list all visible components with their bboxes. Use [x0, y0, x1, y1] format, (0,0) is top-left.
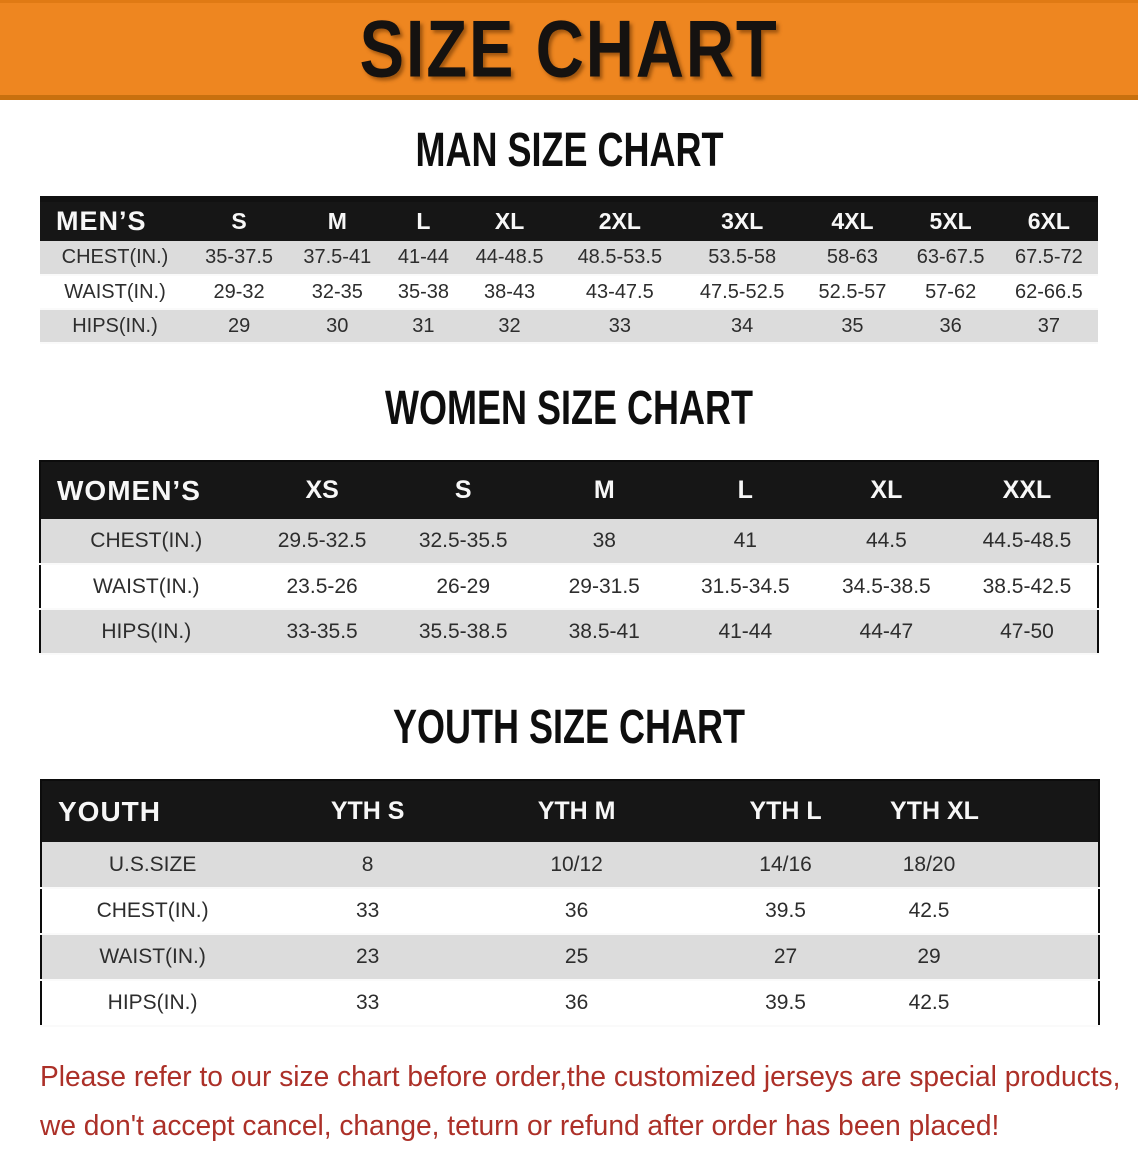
womens-size-table-value-cell: 32.5-35.5 — [418, 529, 508, 552]
womens-size-table-value-cell: 29.5-32.5 — [277, 529, 367, 552]
womens-size-table-value-cell: 44-47 — [859, 619, 914, 643]
mens-size-table-size-header-cell: L — [416, 208, 431, 234]
youth-size-table-value-cell: 39.5 — [765, 991, 806, 1014]
mens-size-table-value-cell: 47.5-52.5 — [699, 280, 785, 303]
womens-size-table-row — [40, 609, 1098, 654]
youth-size-table-value-cell: 33 — [355, 991, 380, 1014]
mens-size-table-value-cell: 36 — [939, 314, 962, 337]
womens-size-table-title-cell: WOMEN’S — [57, 474, 201, 506]
womens-size-table-size-header-cell: XL — [870, 476, 903, 504]
womens-size-table-row-label: WAIST(IN.) — [93, 574, 200, 598]
youth-size-table-value-cell: 33 — [355, 899, 380, 922]
mens-size-table-value-cell: 57-62 — [925, 280, 977, 303]
man-section-heading: MAN SIZE CHART — [414, 121, 723, 177]
mens-size-table-value-cell: 32-35 — [311, 280, 363, 303]
mens-size-table-value-cell: 32 — [498, 314, 521, 337]
youth-size-table-value-cell: 8 — [361, 852, 374, 876]
mens-size-table-value-cell: 53.5-58 — [708, 246, 777, 268]
youth-size-table-row — [41, 842, 1099, 888]
mens-size-table-value-cell: 34 — [731, 314, 754, 337]
womens-size-table-row — [40, 564, 1098, 609]
mens-size-table-row-label: WAIST(IN.) — [64, 280, 166, 303]
youth-size-table-row — [41, 888, 1099, 934]
womens-size-table-size-header-cell: XS — [305, 476, 339, 504]
youth-size-table-row-label: CHEST(IN.) — [96, 899, 209, 922]
womens-size-table-value-cell: 38.5-42.5 — [982, 574, 1072, 598]
youth-size-table-value-cell: 14/16 — [759, 852, 812, 876]
youth-size-table-row — [41, 934, 1099, 980]
womens-size-table-value-cell: 26-29 — [436, 574, 491, 598]
mens-size-table-body — [40, 241, 1098, 343]
youth-size-table-row-label: WAIST(IN.) — [99, 945, 206, 968]
women-size-section — [0, 379, 1138, 655]
womens-size-table-value-cell: 29-31.5 — [568, 574, 640, 598]
mens-size-table-row — [40, 241, 1098, 275]
mens-size-table-value-cell: 35 — [841, 314, 864, 337]
womens-size-table-value-cell: 31.5-34.5 — [700, 574, 790, 598]
youth-size-table-value-cell: 36 — [564, 899, 589, 922]
mens-size-table-value-cell: 29-32 — [213, 280, 265, 303]
youth-size-table-row-label: U.S.SIZE — [108, 852, 197, 876]
mens-size-table-value-cell: 31 — [412, 314, 435, 337]
womens-size-table-value-cell: 34.5-38.5 — [842, 574, 931, 598]
mens-size-table-header-row — [40, 199, 1098, 241]
women-section-heading: WOMEN SIZE CHART — [384, 379, 753, 435]
order-policy-note — [40, 1053, 1138, 1150]
womens-size-table-value-cell: 41 — [733, 529, 757, 552]
note-line: Please refer to our size chart before order,the customized jerseys are special products, — [40, 1061, 1121, 1093]
note-line: we don't accept cancel, change, teturn or refund after order has been placed! — [40, 1109, 1000, 1142]
mens-size-table-row — [40, 309, 1098, 343]
womens-size-table-size-header-cell: L — [737, 476, 753, 504]
youth-size-table — [40, 779, 1100, 1027]
mens-size-table-size-header-cell: 4XL — [831, 208, 874, 234]
youth-size-table-value-cell: 36 — [564, 991, 589, 1014]
mens-size-table-title-cell: MEN’S — [56, 206, 147, 236]
womens-size-table-value-cell: 23.5-26 — [286, 574, 358, 598]
youth-size-table-row — [41, 980, 1099, 1026]
size-chart-banner — [0, 0, 1138, 100]
youth-size-table-value-cell: 25 — [564, 945, 589, 968]
mens-size-table-size-header-cell: XL — [494, 208, 525, 234]
youth-size-table-row-label: HIPS(IN.) — [107, 991, 198, 1014]
mens-size-table-size-header-cell: 2XL — [598, 208, 641, 234]
youth-size-table-size-header-cell: YTH L — [749, 797, 822, 825]
banner-title: SIZE CHART — [359, 3, 779, 95]
mens-size-table-size-header-cell: 6XL — [1027, 208, 1070, 234]
womens-size-table-value-cell: 44.5-48.5 — [982, 529, 1072, 552]
womens-size-table-value-cell: 38.5-41 — [568, 619, 640, 643]
youth-size-table-value-cell: 39.5 — [765, 899, 806, 922]
womens-size-table-size-header-cell: M — [593, 476, 615, 504]
womens-size-table-value-cell: 33-35.5 — [286, 619, 358, 643]
mens-size-table-value-cell: 43-47.5 — [585, 280, 654, 303]
youth-size-table-title-cell: YOUTH — [58, 795, 161, 827]
womens-size-table-row — [40, 519, 1098, 564]
mens-size-table-value-cell: 30 — [326, 314, 349, 337]
mens-size-table-size-header-cell: 3XL — [721, 208, 764, 234]
mens-size-table-value-cell: 63-67.5 — [916, 246, 985, 268]
youth-size-table-value-cell: 27 — [773, 945, 798, 968]
mens-size-table-row-label: HIPS(IN.) — [72, 314, 158, 337]
mens-size-table-row-label: CHEST(IN.) — [61, 246, 169, 268]
womens-size-table-value-cell: 47-50 — [1000, 619, 1054, 643]
womens-size-table-value-cell: 38 — [592, 529, 616, 552]
mens-size-table-size-header-cell: 5XL — [929, 208, 972, 234]
womens-size-table-body — [40, 519, 1098, 654]
youth-size-table-value-cell: 29 — [917, 945, 941, 968]
youth-size-table-size-header-cell: YTH M — [537, 797, 616, 825]
womens-size-table-value-cell: 41-44 — [718, 619, 773, 643]
mens-size-table-size-header-cell: S — [231, 208, 247, 234]
womens-size-table-header-row — [40, 461, 1098, 519]
youth-size-table-size-header-cell: YTH XL — [890, 797, 979, 825]
youth-size-table-body — [41, 842, 1099, 1026]
womens-size-table-size-header-cell: XXL — [1002, 476, 1052, 504]
womens-size-table-row-label: HIPS(IN.) — [101, 619, 192, 643]
youth-section-heading: YOUTH SIZE CHART — [392, 698, 745, 754]
womens-size-table — [39, 460, 1099, 655]
mens-size-table-value-cell: 62-66.5 — [1014, 280, 1083, 303]
mens-size-table-value-cell: 67.5-72 — [1014, 246, 1083, 268]
youth-size-table-value-cell: 18/20 — [902, 852, 956, 876]
youth-size-table-value-cell: 23 — [355, 945, 380, 968]
youth-size-table-value-cell: 42.5 — [908, 899, 950, 922]
mens-size-table-value-cell: 37 — [1037, 314, 1060, 337]
mens-size-table-value-cell: 44-48.5 — [475, 246, 544, 268]
mens-size-table-value-cell: 58-63 — [826, 246, 879, 268]
mens-size-table — [40, 196, 1098, 344]
youth-size-section — [0, 698, 1138, 1027]
mens-size-table-value-cell: 41-44 — [397, 246, 449, 268]
mens-size-table-row — [40, 275, 1098, 309]
man-size-section — [0, 121, 1138, 344]
mens-size-table-value-cell: 48.5-53.5 — [577, 246, 663, 268]
mens-size-table-size-header-cell: M — [327, 208, 347, 234]
youth-size-table-size-header-cell: YTH S — [330, 797, 405, 825]
youth-size-table-value-cell: 42.5 — [908, 991, 950, 1014]
youth-size-table-header-row — [41, 780, 1099, 842]
mens-size-table-value-cell: 29 — [227, 314, 251, 337]
youth-size-table-value-cell: 10/12 — [550, 852, 603, 876]
womens-size-table-row-label: CHEST(IN.) — [90, 529, 203, 552]
mens-size-table-value-cell: 35-37.5 — [205, 246, 274, 268]
mens-size-table-value-cell: 35-38 — [397, 280, 449, 303]
mens-size-table-value-cell: 38-43 — [483, 280, 536, 303]
womens-size-table-value-cell: 35.5-38.5 — [418, 619, 508, 643]
mens-size-table-value-cell: 52.5-57 — [818, 280, 887, 303]
mens-size-table-value-cell: 33 — [608, 314, 631, 337]
womens-size-table-value-cell: 44.5 — [865, 529, 907, 552]
mens-size-table-value-cell: 37.5-41 — [303, 246, 372, 268]
womens-size-table-size-header-cell: S — [454, 476, 472, 504]
